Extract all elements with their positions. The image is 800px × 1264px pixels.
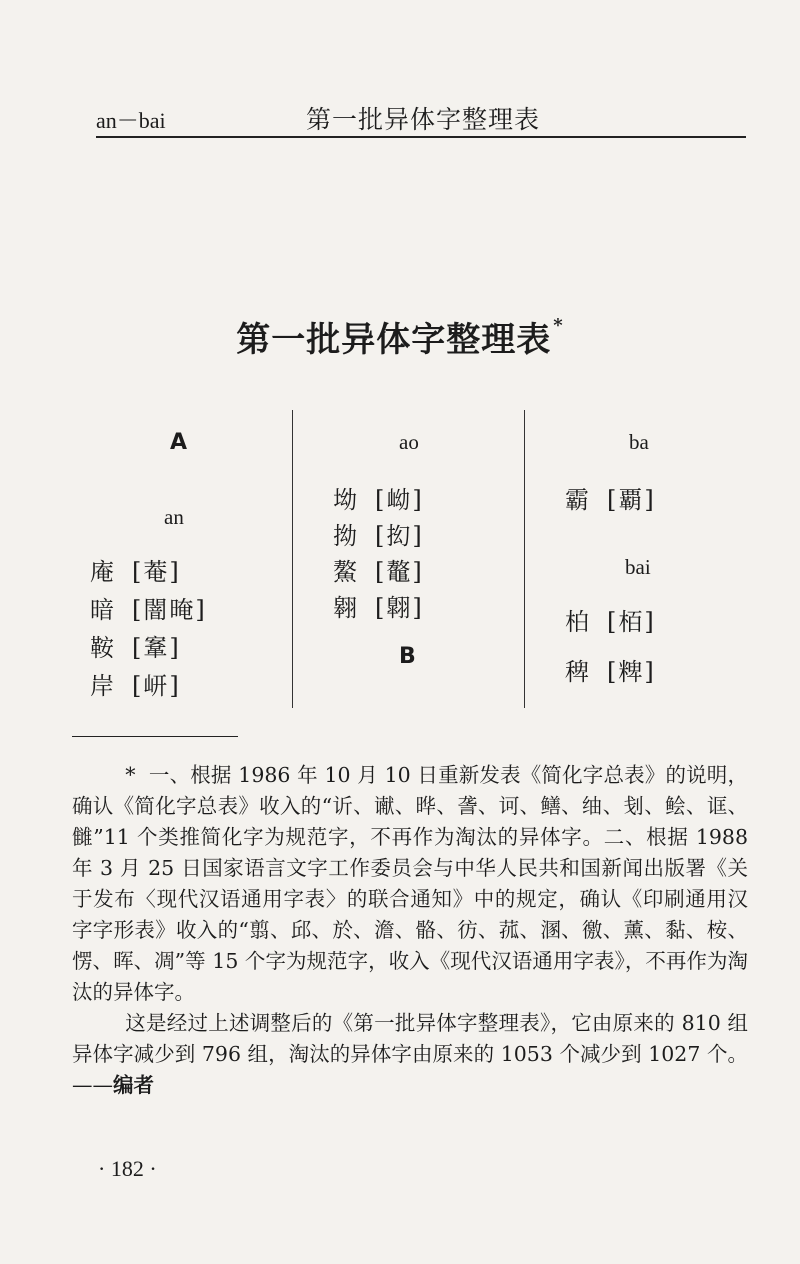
- footnote: [72, 760, 748, 1101]
- standard-char: 柏: [565, 608, 589, 636]
- page-title-text: 第一批异体字整理表: [236, 320, 552, 360]
- variant-chars: [鼇]: [375, 558, 424, 586]
- footnote-paragraph-2: [72, 1008, 748, 1101]
- footnote-text-2: 这是经过上述调整后的《第一批异体字整理表》，它由原来的 810 组异体字减少到 796 组，淘汰的异体字由原来的 1053 个减少到 1027 个。: [72, 1011, 748, 1066]
- footnote-paragraph-1: [72, 760, 748, 1008]
- standard-char: 稗: [565, 658, 589, 686]
- header-pinyin-range: an－bai: [96, 108, 166, 133]
- footnote-rule: [72, 736, 238, 737]
- variant-chars: [栢]: [607, 608, 656, 636]
- standard-char: 鰲: [333, 558, 357, 586]
- standard-char: 庵: [90, 558, 114, 586]
- pinyin-an: an: [164, 505, 184, 529]
- footnote-asterisk: *: [125, 763, 136, 787]
- standard-char: 霸: [565, 486, 589, 514]
- variant-chars: [抝]: [375, 522, 424, 550]
- entry-row: [333, 552, 424, 587]
- standard-char: 暗: [90, 596, 114, 624]
- entry-row: [565, 480, 656, 515]
- variant-chars: [翺]: [375, 594, 424, 622]
- footnote-dash: ——: [72, 1073, 113, 1097]
- entry-row: [565, 652, 656, 687]
- running-header: [96, 96, 746, 140]
- entry-row: [90, 552, 181, 587]
- page-number: · 182 ·: [98, 1156, 157, 1181]
- variant-chars: [岰]: [375, 486, 424, 514]
- footnote-author: 编者: [113, 1073, 154, 1097]
- footnote-mark: *: [553, 314, 564, 336]
- entry-row: [565, 602, 656, 637]
- variant-chars: [鞌]: [132, 634, 181, 662]
- entry-row: [333, 516, 424, 551]
- pinyin-bai: bai: [625, 555, 651, 579]
- variant-chars: [覇]: [607, 486, 656, 514]
- entry-row: [90, 590, 207, 625]
- standard-char: 鞍: [90, 634, 114, 662]
- variant-chars: [菴]: [132, 558, 181, 586]
- standard-char: 拗: [333, 522, 357, 550]
- pinyin-ao: ao: [399, 430, 419, 454]
- entry-row: [90, 628, 181, 663]
- section-letter-a: A: [170, 430, 188, 455]
- header-rule: [96, 136, 746, 138]
- page-title: [0, 312, 800, 361]
- variant-chars: [岍]: [132, 672, 181, 700]
- section-letter-b: B: [399, 644, 416, 669]
- standard-char: 坳: [333, 486, 357, 514]
- entry-row: [333, 588, 424, 623]
- standard-char: 翱: [333, 594, 357, 622]
- header-title: 第一批异体字整理表: [306, 105, 541, 134]
- footnote-text-1: 一、根据 1986 年 10 月 10 日重新发表《简化字总表》的说明，确认《简化字总表》收入的“䜣、谳、晔、詟、诃、鳝、䌷、刬、鲙、诓、雠”11 个类推简化字为规范字，不再作为淘汰的异体字。二、根据 1988 年 3 月 25 日国家语言文字工作委员会与中华人民共和国新闻出版署《关于发布〈现代汉语通用字表〉的联合通知》中的规定，确认《印刷通用汉字字形表》收入的“翦、邱、於、澹、骼、彷、菰、溷、徼、薰、黏、桉、愣、晖、凋”等 15 个字为规范字，收入《现代汉语通用字表》，不再作为淘汰的异体字。: [72, 763, 748, 1004]
- column-1: [80, 410, 292, 708]
- standard-char: 岸: [90, 672, 114, 700]
- column-3: [524, 410, 761, 708]
- entry-row: [90, 666, 181, 701]
- variant-chars: [粺]: [607, 658, 656, 686]
- column-2: [292, 410, 525, 708]
- pinyin-ba: ba: [629, 430, 649, 454]
- variant-chars: [闇晻]: [132, 596, 207, 624]
- entry-row: [333, 480, 424, 515]
